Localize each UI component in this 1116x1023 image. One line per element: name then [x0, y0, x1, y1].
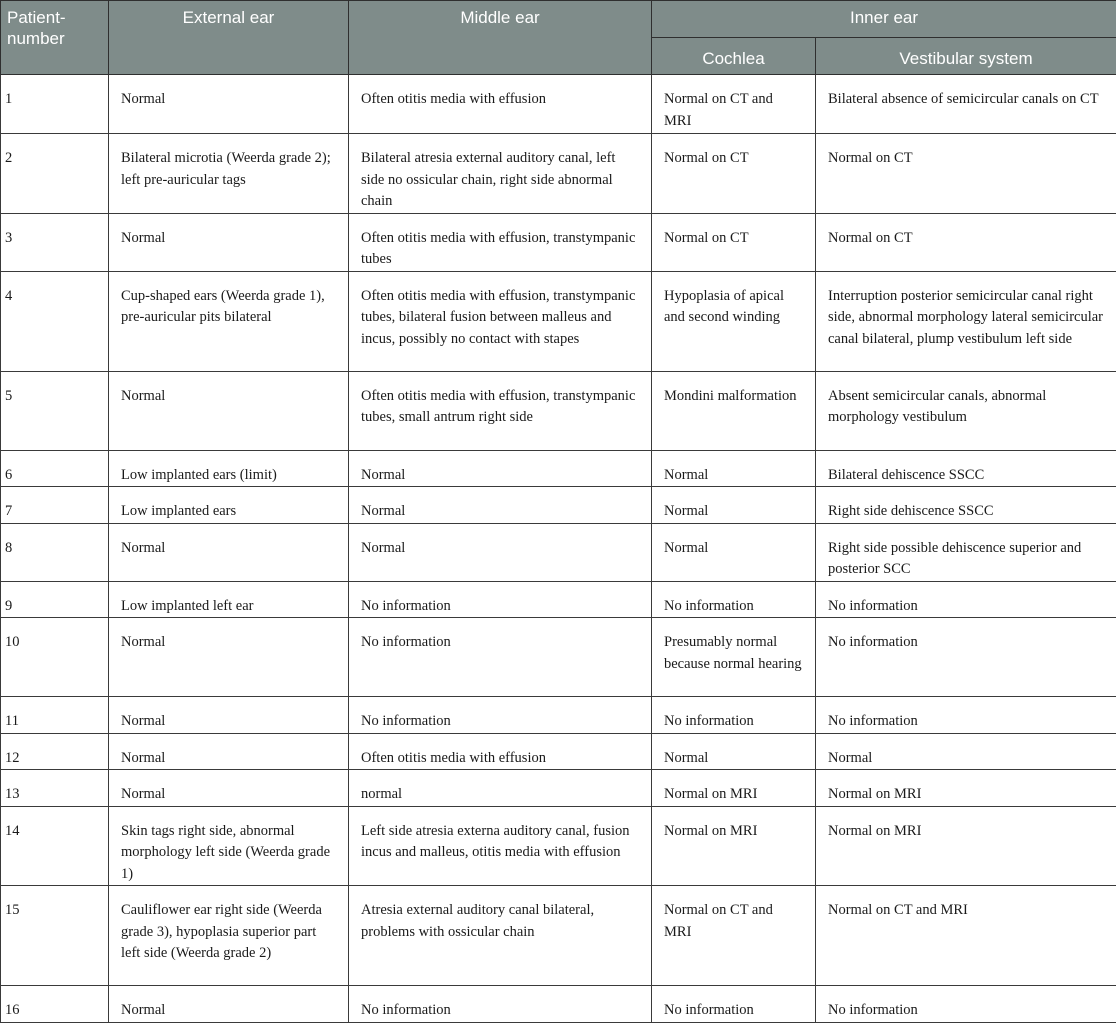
cell-external-ear: Low implanted left ear	[109, 581, 349, 618]
table-row	[1, 75, 1116, 134]
table-row	[1, 213, 1116, 271]
cell-patient-number: 12	[1, 733, 109, 770]
cell-middle-ear: No information	[349, 581, 652, 618]
cell-patient-number: 8	[1, 523, 109, 581]
cell-middle-ear: Normal	[349, 487, 652, 524]
cell-external-ear: Low implanted ears (limit)	[109, 450, 349, 487]
table-row	[1, 371, 1116, 450]
cell-cochlea: Normal on MRI	[652, 770, 816, 807]
cell-vestibular-system: Right side dehiscence SSCC	[816, 487, 1116, 524]
cell-vestibular-system: Bilateral absence of semicircular canals on CT	[816, 75, 1116, 134]
cell-vestibular-system: Normal	[816, 733, 1116, 770]
cell-vestibular-system: Normal on CT	[816, 134, 1116, 214]
header-inner-ear: Inner ear	[652, 1, 1116, 38]
cell-middle-ear: Left side atresia externa auditory canal, fusion incus and malleus, otitis media with effusion	[349, 806, 652, 886]
cell-vestibular-system: No information	[816, 697, 1116, 734]
cell-cochlea: Normal on CT and MRI	[652, 886, 816, 986]
cell-external-ear: Cup-shaped ears (Weerda grade 1), pre-auricular pits bilateral	[109, 271, 349, 371]
cell-middle-ear: Often otitis media with effusion, transtympanic tubes	[349, 213, 652, 271]
cell-external-ear: Normal	[109, 733, 349, 770]
cell-middle-ear: normal	[349, 770, 652, 807]
cell-external-ear: Normal	[109, 213, 349, 271]
cell-middle-ear: Bilateral atresia external auditory canal, left side no ossicular chain, right side abnormal chain	[349, 134, 652, 214]
cell-external-ear: Cauliflower ear right side (Weerda grade 3), hypoplasia superior part left side (Weerda grade 2)	[109, 886, 349, 986]
cell-cochlea: Normal	[652, 450, 816, 487]
cell-middle-ear: Often otitis media with effusion	[349, 733, 652, 770]
cell-middle-ear: Often otitis media with effusion, transtympanic tubes, small antrum right side	[349, 371, 652, 450]
header-vestibular-system: Vestibular system	[816, 38, 1116, 75]
cell-vestibular-system: Absent semicircular canals, abnormal morphology vestibulum	[816, 371, 1116, 450]
table-row	[1, 450, 1116, 487]
cell-patient-number: 15	[1, 886, 109, 986]
header-patient-number: Patient-number	[1, 1, 109, 75]
cell-external-ear: Normal	[109, 618, 349, 697]
table-row	[1, 986, 1116, 1023]
cell-external-ear: Bilateral microtia (Weerda grade 2); left pre-auricular tags	[109, 134, 349, 214]
cell-patient-number: 5	[1, 371, 109, 450]
cell-vestibular-system: Right side possible dehiscence superior and posterior SCC	[816, 523, 1116, 581]
table-row	[1, 770, 1116, 807]
cell-vestibular-system: Normal on CT	[816, 213, 1116, 271]
cell-external-ear: Low implanted ears	[109, 487, 349, 524]
cell-middle-ear: Normal	[349, 450, 652, 487]
header-middle-ear: Middle ear	[349, 1, 652, 75]
cell-middle-ear: Atresia external auditory canal bilateral, problems with ossicular chain	[349, 886, 652, 986]
cell-middle-ear: No information	[349, 618, 652, 697]
cell-vestibular-system: Normal on CT and MRI	[816, 886, 1116, 986]
cell-patient-number: 11	[1, 697, 109, 734]
cell-cochlea: Normal on CT	[652, 213, 816, 271]
table-row	[1, 697, 1116, 734]
cell-cochlea: No information	[652, 697, 816, 734]
cell-patient-number: 13	[1, 770, 109, 807]
table-row	[1, 487, 1116, 524]
cell-middle-ear: No information	[349, 697, 652, 734]
cell-patient-number: 3	[1, 213, 109, 271]
table-row	[1, 733, 1116, 770]
cell-external-ear: Normal	[109, 75, 349, 134]
table-row	[1, 806, 1116, 886]
cell-middle-ear: Often otitis media with effusion, transtympanic tubes, bilateral fusion between malleus and incus, possibly no contact with stapes	[349, 271, 652, 371]
cell-cochlea: Presumably normal because normal hearing	[652, 618, 816, 697]
cell-patient-number: 10	[1, 618, 109, 697]
cell-cochlea: No information	[652, 986, 816, 1023]
cell-cochlea: Normal	[652, 523, 816, 581]
cell-patient-number: 14	[1, 806, 109, 886]
table-row	[1, 523, 1116, 581]
cell-cochlea: Mondini malformation	[652, 371, 816, 450]
table-row	[1, 618, 1116, 697]
header-external-ear: External ear	[109, 1, 349, 75]
cell-patient-number: 6	[1, 450, 109, 487]
table-row	[1, 886, 1116, 986]
cell-vestibular-system: Normal on MRI	[816, 770, 1116, 807]
cell-cochlea: Normal on CT	[652, 134, 816, 214]
cell-cochlea: Normal	[652, 487, 816, 524]
table-row	[1, 134, 1116, 214]
cell-external-ear: Normal	[109, 986, 349, 1023]
cell-middle-ear: Often otitis media with effusion	[349, 75, 652, 134]
cell-vestibular-system: Normal on MRI	[816, 806, 1116, 886]
cell-cochlea: Normal on CT and MRI	[652, 75, 816, 134]
table-header	[1, 1, 1116, 75]
cell-middle-ear: No information	[349, 986, 652, 1023]
cell-cochlea: Normal	[652, 733, 816, 770]
table-body	[1, 75, 1116, 1023]
cell-patient-number: 16	[1, 986, 109, 1023]
cell-cochlea: Normal on MRI	[652, 806, 816, 886]
cell-patient-number: 1	[1, 75, 109, 134]
cell-vestibular-system: No information	[816, 618, 1116, 697]
cell-middle-ear: Normal	[349, 523, 652, 581]
cell-vestibular-system: Bilateral dehiscence SSCC	[816, 450, 1116, 487]
cell-vestibular-system: No information	[816, 986, 1116, 1023]
cell-external-ear: Skin tags right side, abnormal morphology left side (Weerda grade 1)	[109, 806, 349, 886]
cell-external-ear: Normal	[109, 697, 349, 734]
header-cochlea: Cochlea	[652, 38, 816, 75]
cell-vestibular-system: No information	[816, 581, 1116, 618]
cell-external-ear: Normal	[109, 371, 349, 450]
table-row	[1, 271, 1116, 371]
cell-vestibular-system: Interruption posterior semicircular canal right side, abnormal morphology lateral semicircular canal bilateral, plump vestibulum left side	[816, 271, 1116, 371]
cell-patient-number: 7	[1, 487, 109, 524]
cell-patient-number: 4	[1, 271, 109, 371]
cell-patient-number: 2	[1, 134, 109, 214]
table-row	[1, 581, 1116, 618]
cell-cochlea: Hypoplasia of apical and second winding	[652, 271, 816, 371]
cell-cochlea: No information	[652, 581, 816, 618]
cell-external-ear: Normal	[109, 770, 349, 807]
cell-external-ear: Normal	[109, 523, 349, 581]
cell-patient-number: 9	[1, 581, 109, 618]
